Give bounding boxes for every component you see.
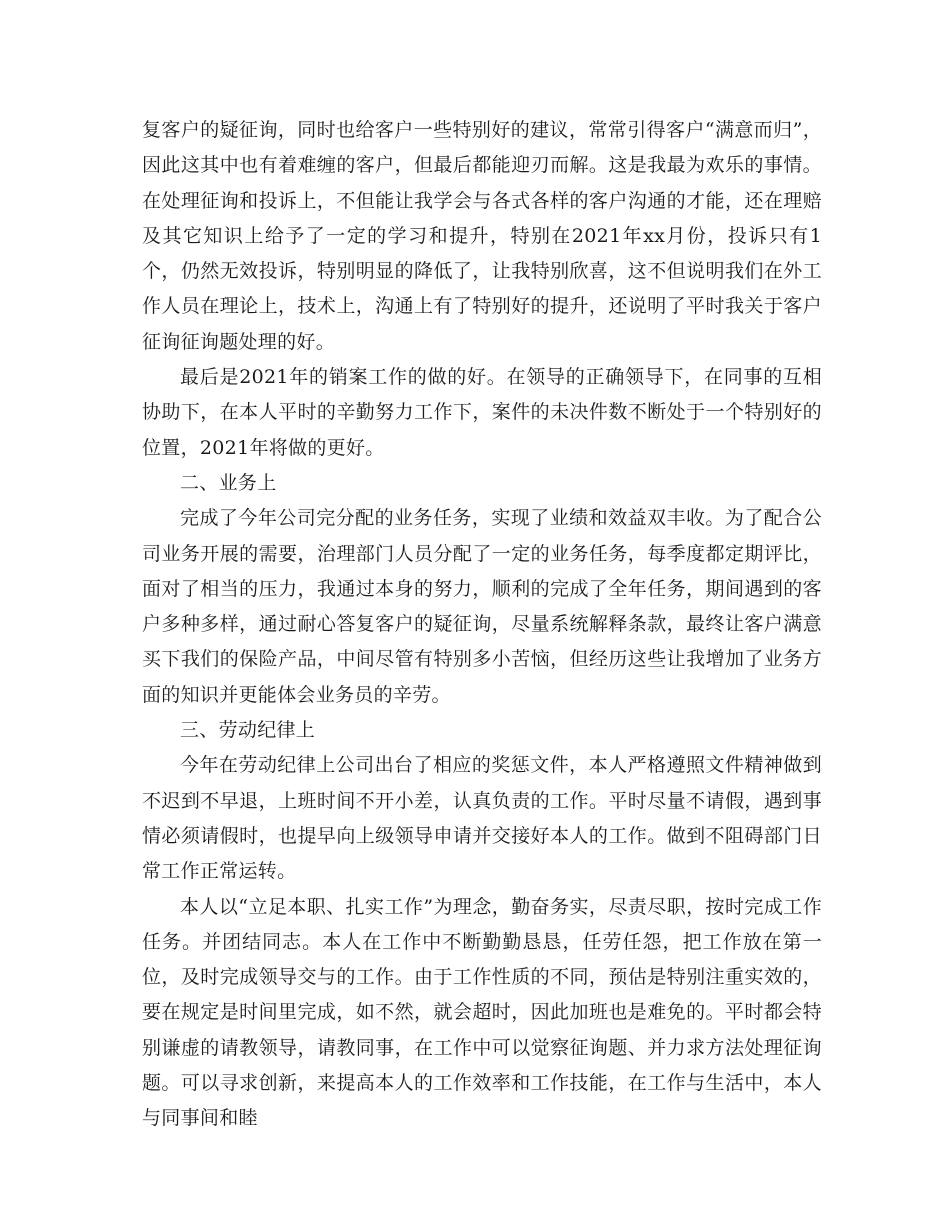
paragraph-continuation: 复客户的疑征询，同时也给客户一些特别好的建议，常常引得客户“满意而归”，因此这其中也有着难缠的客户，但最后都能迎刃而解。这是我最为欢乐的事情。在处理征询和投诉上，不但能让我学会与各式各样的客户沟通的才能，还在理赔及其它知识上给予了一定的学习和提升，特别在2021年xx月份，投诉只有1个，仍然无效投诉，特别明显的降低了，让我特别欣喜，这不但说明我们在外工作人员在理论上，技术上，沟通上有了特别好的提升，还说明了平时我关于客户征询征询题处理的好。 (142, 119, 822, 353)
paragraph-case-closing: 最后是2021年的销案工作的做的好。在领导的正确领导下，在同事的互相协助下，在本人平时的辛勤努力工作下，案件的未决件数不断处于一个特别好的位置，2021年将做的更好。 (142, 366, 822, 459)
paragraph-business: 完成了今年公司完分配的业务任务，实现了业绩和效益双丰收。为了配合公司业务开展的需要，治理部门人员分配了一定的业务任务，每季度都定期评比，面对了相当的压力，我通过本身的努力，顺利的完成了全年任务，期间遇到的客户多种多样，通过耐心答复客户的疑征询，尽量系统解释条款，最终让客户满意买下我们的保险产品，中间尽管有特别多小苦恼，但经历这些让我增加了业务方面的知识并更能体会业务员的辛劳。 (142, 507, 822, 706)
section-heading-business: 二、业务上 (180, 471, 277, 494)
paragraph-work-attitude: 本人以“立足本职、扎实工作”为理念，勤奋务实，尽责尽职，按时完成工作任务。并团结同志。本人在工作中不断勤勤恳恳，任劳任怨，把工作放在第一位，及时完成领导交与的工作。由于工作性质的不同，预估是特别注重实效的，要在规定是时间里完成，如不然，就会超时，因此加班也是难免的。平时都会特别谦虚的请教领导，请教同事，在工作中可以觉察征询题、并力求方法处理征询题。可以寻求创新，来提高本人的工作效率和工作技能，在工作与生活中，本人与同事间和睦 (142, 895, 822, 1130)
document-body (142, 113, 822, 1137)
paragraph-labor-discipline: 今年在劳动纪律上公司出台了相应的奖惩文件，本人严格遵照文件精神做到不迟到不早退，上班时间不开小差，认真负责的工作。平时尽量不请假，遇到事情必须请假时，也提早向上级领导申请并交接好本人的工作。做到不阻碍部门日常工作正常运转。 (142, 754, 822, 883)
section-heading-labor-discipline: 三、劳动纪律上 (180, 719, 316, 742)
